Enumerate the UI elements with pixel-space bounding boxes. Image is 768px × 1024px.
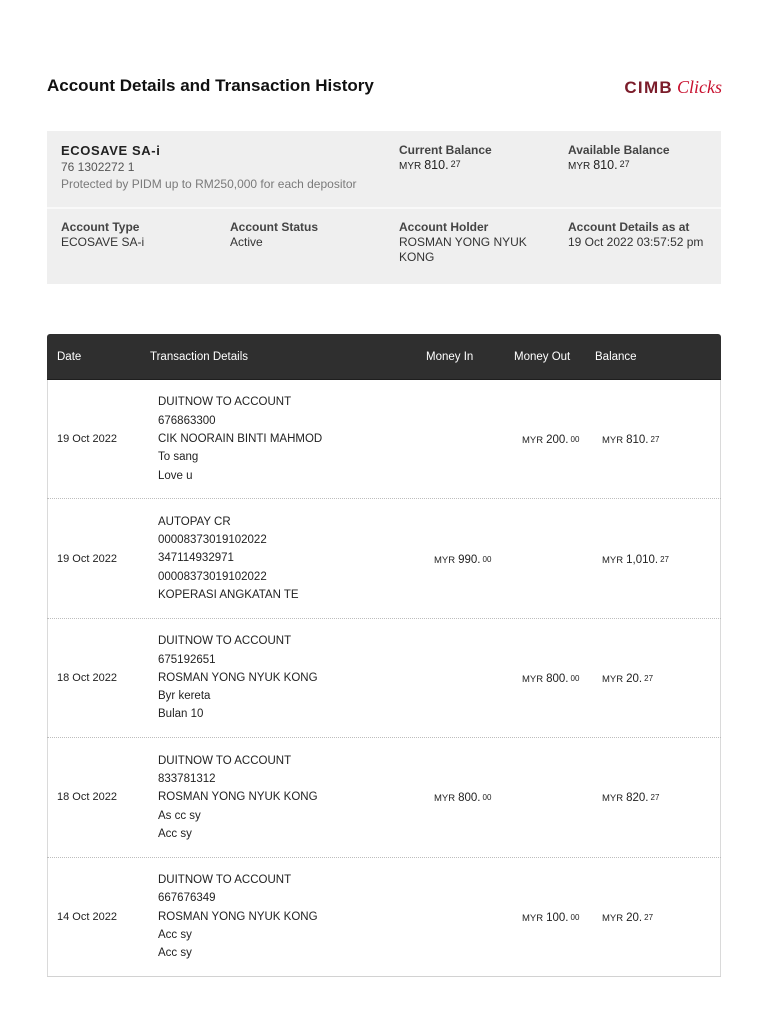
amount-whole: 20. — [626, 672, 643, 685]
account-type — [61, 220, 230, 284]
transaction-detail-line: 833781312 — [158, 772, 216, 785]
currency-code: MYR — [602, 435, 624, 447]
currency-code: MYR — [434, 554, 456, 566]
account-holder — [399, 220, 568, 284]
transaction-detail-line: ROSMAN YONG NYUK KONG — [158, 671, 318, 684]
currency-code: MYR — [522, 912, 544, 924]
currency-code: MYR — [399, 161, 422, 172]
amount-whole: 20. — [626, 911, 643, 924]
transaction-detail-line: 347114932971 — [158, 552, 234, 565]
account-details-timestamp-label: Account Details as at — [568, 220, 690, 234]
currency-code: MYR — [602, 673, 624, 685]
money-in-cell — [418, 788, 506, 806]
amount-cents: 00 — [482, 793, 492, 803]
account-status-value: Active — [230, 235, 263, 249]
transaction-row — [47, 738, 721, 857]
transaction-date: 19 Oct 2022 — [57, 552, 117, 565]
transaction-detail-line: Acc sy — [158, 947, 192, 960]
account-name: ECOSAVE SA-i — [61, 143, 161, 158]
balance-amount — [602, 669, 653, 686]
column-header-date: Date — [57, 350, 82, 363]
logo-brand-text: CIMB — [624, 78, 673, 97]
transaction-date: 19 Oct 2022 — [57, 433, 117, 446]
balance-amount — [602, 788, 659, 805]
balance-amount — [602, 550, 669, 567]
currency-code: MYR — [434, 793, 456, 805]
money-in-cell — [418, 550, 506, 568]
transaction-detail-line: As cc sy — [158, 809, 201, 822]
transaction-detail-line: DUITNOW TO ACCOUNT — [158, 635, 292, 648]
currency-code: MYR — [522, 435, 544, 447]
table-header — [47, 334, 721, 380]
transaction-row — [47, 858, 721, 977]
money-in-amount — [434, 788, 491, 805]
amount-cents: 27 — [650, 793, 660, 803]
transaction-detail-line: 676863300 — [158, 414, 216, 427]
column-header-transaction-details: Transaction Details — [150, 350, 249, 363]
transaction-detail-line: Love u — [158, 469, 193, 482]
currency-code: MYR — [602, 912, 624, 924]
account-identity — [61, 143, 357, 193]
amount-whole: 200. — [546, 434, 569, 447]
account-holder-label: Account Holder — [399, 220, 489, 234]
amount-cents: 27 — [644, 673, 654, 683]
transaction-detail-line: KOPERASI ANGKATAN TE — [158, 589, 299, 602]
transaction-date: 14 Oct 2022 — [57, 910, 117, 923]
cimb-clicks-logo — [624, 75, 722, 99]
transaction-history-table — [47, 334, 721, 977]
column-header-money-out: Money Out — [514, 350, 571, 363]
currency-code: MYR — [602, 793, 624, 805]
transaction-details — [142, 871, 418, 962]
amount-whole: 810. — [626, 434, 649, 447]
amount-whole: 810. — [424, 158, 449, 172]
transaction-detail-line: ROSMAN YONG NYUK KONG — [158, 791, 318, 804]
amount-whole: 820. — [626, 792, 649, 805]
current-balance-label: Current Balance — [399, 143, 492, 157]
account-holder-value: ROSMAN YONG NYUK KONG — [399, 235, 527, 264]
account-details-timestamp-value: 19 Oct 2022 03:57:52 pm — [568, 235, 704, 249]
amount-whole: 100. — [546, 911, 569, 924]
transaction-details — [142, 393, 418, 484]
transaction-detail-line: CIK NOORAIN BINTI MAHMOD — [158, 433, 323, 446]
money-out-cell — [506, 908, 587, 926]
money-out-amount — [522, 430, 579, 447]
available-balance — [568, 142, 670, 174]
transaction-detail-line: DUITNOW TO ACCOUNT — [158, 754, 292, 767]
amount-cents: 27 — [450, 159, 461, 169]
transaction-row — [47, 380, 721, 499]
transaction-detail-line: Acc sy — [158, 928, 192, 941]
pidm-protection-note: Protected by PIDM up to RM250,000 for each depositor — [61, 177, 357, 191]
balance-cell — [587, 430, 721, 448]
amount-whole: 800. — [546, 672, 569, 685]
logo-product-text: Clicks — [677, 77, 722, 97]
account-details-grid — [47, 207, 721, 284]
transaction-date: 18 Oct 2022 — [57, 671, 117, 684]
amount-cents: 00 — [570, 673, 580, 683]
current-balance — [399, 142, 492, 174]
transaction-details — [142, 752, 418, 843]
balance-amount — [602, 908, 653, 925]
account-status — [230, 220, 399, 284]
money-out-amount — [522, 669, 579, 686]
amount-whole: 800. — [458, 792, 481, 805]
balance-cell — [587, 550, 721, 568]
amount-cents: 00 — [570, 435, 580, 445]
amount-whole: 1,010. — [626, 553, 659, 566]
transaction-detail-line: DUITNOW TO ACCOUNT — [158, 396, 292, 409]
page-title: Account Details and Transaction History — [47, 76, 374, 95]
transaction-date: 18 Oct 2022 — [57, 791, 117, 804]
available-balance-amount — [568, 158, 670, 174]
currency-code: MYR — [522, 673, 544, 685]
money-out-amount — [522, 908, 579, 925]
transaction-detail-line: Acc sy — [158, 827, 192, 840]
amount-cents: 00 — [570, 912, 580, 922]
amount-cents: 27 — [619, 159, 630, 169]
amount-cents: 27 — [644, 912, 654, 922]
currency-code: MYR — [568, 161, 591, 172]
balance-cell — [587, 669, 721, 687]
transaction-details — [142, 632, 418, 723]
transaction-detail-line: Bulan 10 — [158, 708, 204, 721]
transaction-detail-line: 667676349 — [158, 892, 216, 905]
transaction-detail-line: DUITNOW TO ACCOUNT — [158, 874, 292, 887]
column-header-balance: Balance — [595, 350, 637, 363]
current-balance-amount — [399, 158, 492, 174]
account-details-timestamp — [568, 220, 721, 284]
transaction-detail-line: 675192651 — [158, 653, 216, 666]
available-balance-label: Available Balance — [568, 143, 670, 157]
balance-cell — [587, 908, 721, 926]
account-number: 76 1302272 1 — [61, 160, 135, 174]
money-out-cell — [506, 430, 587, 448]
balance-cell — [587, 788, 721, 806]
transaction-detail-line: To sang — [158, 451, 199, 464]
amount-cents: 27 — [660, 554, 670, 564]
money-out-cell — [506, 669, 587, 687]
column-header-money-in: Money In — [426, 350, 474, 363]
amount-cents: 27 — [650, 435, 660, 445]
account-status-label: Account Status — [230, 220, 319, 234]
amount-whole: 810. — [593, 158, 618, 172]
account-summary-panel — [47, 131, 721, 284]
transaction-detail-line: 00008373019102022 — [158, 570, 267, 583]
transaction-detail-line: 00008373019102022 — [158, 534, 267, 547]
transaction-rows — [47, 380, 721, 977]
account-summary-top — [47, 131, 721, 207]
amount-whole: 990. — [458, 553, 481, 566]
amount-cents: 00 — [482, 554, 492, 564]
money-in-amount — [434, 550, 491, 567]
account-type-value: ECOSAVE SA-i — [61, 235, 145, 249]
transaction-row — [47, 619, 721, 738]
transaction-row — [47, 499, 721, 618]
currency-code: MYR — [602, 554, 624, 566]
balance-amount — [602, 430, 659, 447]
transaction-details — [142, 513, 418, 604]
transaction-detail-line: AUTOPAY CR — [158, 515, 231, 528]
account-type-label: Account Type — [61, 220, 140, 234]
transaction-detail-line: ROSMAN YONG NYUK KONG — [158, 910, 318, 923]
transaction-detail-line: Byr kereta — [158, 690, 211, 703]
